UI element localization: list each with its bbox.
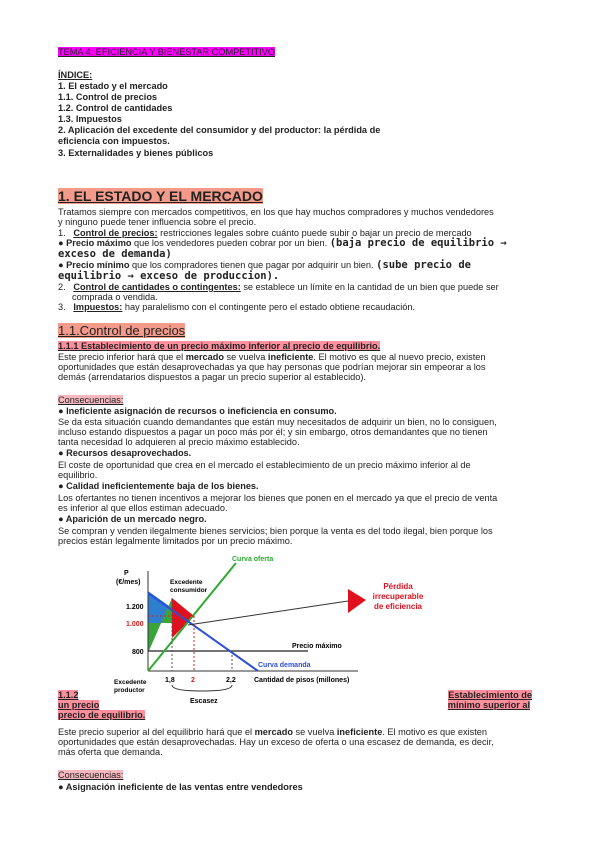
loss-label: de eficiencia bbox=[373, 602, 423, 611]
paragraph: precios están legalmente limitados por un precio máximo. bbox=[58, 536, 293, 546]
producer-surplus-label: productor bbox=[114, 687, 145, 694]
y-axis-label: (€/mes) bbox=[116, 579, 141, 586]
section1-intro: y ninguno puede tener influencia sobre el precio. bbox=[58, 217, 257, 227]
paragraph: Este precio inferior hará que el mercado se vuelva ineficiente. El motivo es que al nuevo precio, existen bbox=[58, 352, 486, 362]
bullet-precio-maximo: ● Precio máximo que los vendedores pueden cobrar por un bien. (baja precio de equilibrio → bbox=[58, 237, 507, 249]
tema-title: TEMA 4: EFICIENCIA Y BIENESTAR COMPETITIVO bbox=[58, 47, 275, 57]
indice-item: 3. Externalidades y bienes públicos bbox=[58, 148, 214, 158]
consequence-title: ● Aparición de un mercado negro. bbox=[58, 514, 207, 524]
x-axis-label: Cantidad de pisos (millones) bbox=[254, 677, 350, 684]
section111-title: 1.1.1 Establecimiento de un precio máximo inferior al precio de equilibrio. bbox=[58, 341, 381, 351]
price-max-label: Precio máximo bbox=[292, 643, 342, 650]
section11-title: 1.1.Control de precios bbox=[58, 323, 186, 338]
bullet-precio-minimo: ● Precio mínimo que los compradores tienen que pagar por adquirir un bien. (sube precio de bbox=[58, 259, 471, 271]
y-tick-label: 1.200 bbox=[126, 604, 144, 611]
indice-title: ÍNDICE: bbox=[58, 70, 93, 80]
section112-title: Establecimiento de bbox=[448, 690, 532, 700]
list-item-control-precios: 1. Control de precios: restricciones legales sobre cuánto puede subir o bajar un precio de mercado bbox=[58, 228, 472, 238]
escasez-bracket bbox=[172, 685, 232, 691]
section112-title: 1.1.2 bbox=[58, 690, 79, 700]
paragraph: más oferta que demanda. bbox=[58, 747, 163, 757]
consumer-surplus-label: Excedente bbox=[170, 579, 203, 586]
indice-item: 1.3. Impuestos bbox=[58, 114, 122, 124]
consecuencias-label: Consecuencias: bbox=[58, 770, 124, 780]
consequence-title: ● Calidad ineficientemente baja de los bienes. bbox=[58, 481, 259, 491]
paragraph: Se da esta situación cuando demandantes que están muy necesitados de adquirir un bien, no lo consiguen, bbox=[58, 417, 497, 427]
paragraph: incluso estando dispuestos a pagar un poco más por él; y sin embargo, otros demandantes que no tienen bbox=[58, 427, 488, 437]
section1-title: 1. EL ESTADO Y EL MERCADO bbox=[58, 188, 263, 204]
section1-intro: Tratamos siempre con mercados competitivos, en los que hay muchos compradores y muchos vendedores bbox=[58, 207, 494, 217]
section112-title: un precio bbox=[58, 700, 100, 710]
indice-item: 1. El estado y el mercado bbox=[58, 81, 168, 91]
consecuencias-label: Consecuencias: bbox=[58, 395, 124, 405]
indice-item: 1.2. Control de cantidades bbox=[58, 103, 173, 113]
indice-item: 1.1. Control de precios bbox=[58, 92, 158, 102]
list-item-control-cantidades: 2. Control de cantidades o contingentes: se establece un límite en la cantidad de un bien que puede ser bbox=[58, 282, 499, 292]
loss-label: Pérdida bbox=[383, 582, 413, 591]
loss-arrow-line bbox=[188, 601, 348, 625]
x-tick-label: 2,2 bbox=[226, 677, 236, 684]
producer-surplus-label: Excedente bbox=[114, 679, 147, 686]
y-tick-label: 1.000 bbox=[126, 621, 144, 628]
consumer-surplus-label: consumidor bbox=[170, 587, 208, 594]
consequence-title: ● Recursos desaprovechados. bbox=[58, 448, 192, 458]
section112-title: precio de equilibrio. bbox=[58, 710, 146, 720]
handwritten-note: exceso de demanda) bbox=[58, 248, 172, 260]
demand-label: Curva demanda bbox=[258, 662, 311, 669]
escasez-label: Escasez bbox=[190, 698, 218, 705]
list-item-impuestos: 3. Impuestos: hay paralelismo con el contingente pero el estado obtiene recaudación. bbox=[58, 302, 416, 312]
indice-item: 2. Aplicación del excedente del consumidor y del productor: la pérdida de bbox=[58, 125, 381, 135]
paragraph: El coste de oportunidad que crea en el mercado el establecimiento de un precio máximo inferior al de bbox=[58, 460, 471, 470]
consequence-title: ● Ineficiente asignación de recursos o ineficiencia en consumo. bbox=[58, 406, 337, 416]
supply-label: Curva oferta bbox=[232, 556, 274, 563]
x-tick-label: 1,8 bbox=[165, 677, 175, 684]
paragraph: Los ofertantes no tienen incentivos a mejorar los bienes que ponen en el mercado ya que el precio de venta bbox=[58, 493, 498, 503]
loss-arrow-head bbox=[348, 589, 366, 613]
list-item-continuation: comprada o vendida. bbox=[72, 292, 158, 302]
paragraph: Este precio superior al del equilibrio hará que el mercado se vuelva ineficiente. El motivo es que existen bbox=[58, 727, 488, 737]
y-tick-label: 800 bbox=[132, 649, 144, 656]
paragraph: equilibrio. bbox=[58, 470, 98, 480]
handwritten-note: equilibrio → exceso de produccion). bbox=[58, 270, 280, 282]
price-ceiling-chart bbox=[108, 553, 438, 713]
section112-title: mínimo superior al bbox=[447, 700, 530, 710]
loss-label: irrecuperable bbox=[372, 592, 424, 601]
paragraph: oportunidades que están desaprovechadas ya que hay personas que podrían mejorar sin empeorar a los bbox=[58, 362, 486, 372]
paragraph: demás (arrendatarios dispuestos a pagar un precio superior al establecido). bbox=[58, 372, 366, 382]
x-tick-label: 2 bbox=[191, 677, 195, 684]
consequence-title: ● Asignación ineficiente de las ventas entre vendedores bbox=[58, 782, 303, 792]
indice-item: eficiencia con impuestos. bbox=[58, 136, 170, 146]
paragraph: tanta necesidad lo adquieren al precio máximo establecido. bbox=[58, 437, 300, 447]
paragraph: oportunidades que están desaprovechadas. Hay un exceso de oferta o una escasez de demanda, es decir, bbox=[58, 737, 494, 747]
y-axis-label: P bbox=[124, 570, 129, 577]
paragraph: es inferior al que ellos estiman adecuado. bbox=[58, 503, 228, 513]
paragraph: Se compran y venden ilegalmente bienes servicios; bien porque la venta es del todo ilegal, bien porque los bbox=[58, 526, 493, 536]
